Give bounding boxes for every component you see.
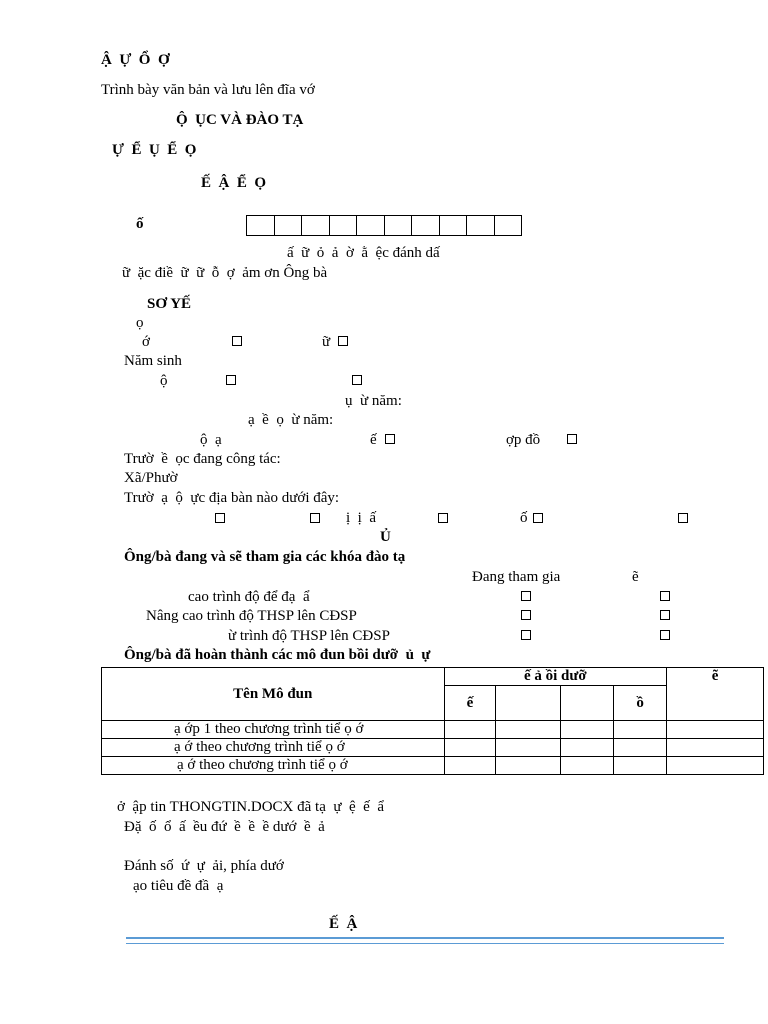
course3-checkbox-dang[interactable]	[521, 630, 531, 640]
step4: ạo tiêu đề đầ ạ	[133, 878, 224, 894]
nam-sinh-label: Năm sinh	[124, 353, 182, 369]
dia-ban-label-3: ị ị ấ	[346, 510, 376, 526]
table-cell[interactable]	[444, 721, 496, 739]
table-cell[interactable]	[496, 739, 561, 757]
instruction-line1: ấ ữ ỏ ả ờ ằ ệc đánh dấ	[287, 245, 440, 261]
question1: Ông/bà đang và sẽ tham gia các khóa đào tạ	[124, 549, 406, 565]
dia-ban-checkbox-2[interactable]	[310, 513, 320, 523]
dia-ban-label-4: ố	[520, 510, 528, 526]
so-phieu-boxes	[247, 215, 522, 235]
table-cell[interactable]	[496, 721, 561, 739]
col-se-header: ẽ	[632, 569, 639, 585]
module-name: ạ ớ theo chương trình tiể ọ ớ	[102, 739, 445, 757]
step1: ở ập tin THONGTIN.DOCX đã tạ ự ệ ế ẩ	[117, 799, 384, 815]
ho-ten-label: ọ	[136, 315, 144, 331]
table-cell[interactable]	[614, 721, 667, 739]
header-group: ế ả ồi dưỡ	[444, 668, 667, 686]
question2: Ông/bà đã hoàn thành các mô đun bồi dưỡ ủ ự	[124, 647, 431, 663]
heading-line2: Ự Ể Ụ Ể Ọ	[112, 142, 197, 158]
course2-checkbox-dang[interactable]	[521, 610, 531, 620]
course1-label: cao trình độ để đạ ẩ	[188, 589, 310, 605]
dia-ban-label: Trườ ạ ộ ực địa bàn nào dưới đây:	[124, 490, 340, 506]
table-row	[102, 721, 764, 739]
digit-box[interactable]	[439, 215, 468, 236]
dia-ban-checkbox-5[interactable]	[678, 513, 688, 523]
table-cell[interactable]	[444, 739, 496, 757]
table-row	[102, 739, 764, 757]
gioi-tinh-label-b: ữ	[322, 334, 331, 350]
table-cell[interactable]	[667, 721, 764, 739]
table-cell[interactable]	[444, 757, 496, 775]
digit-box[interactable]	[274, 215, 303, 236]
sub-header-1: ế	[444, 686, 496, 721]
lam-viec-label: ụ ừ năm:	[345, 393, 402, 409]
digit-box[interactable]	[246, 215, 275, 236]
trinh-do-label-a: ộ ạ	[200, 432, 222, 448]
module-name: ạ ớp 1 theo chương trình tiể ọ ớ	[102, 721, 445, 739]
course1-checkbox-dang[interactable]	[521, 591, 531, 601]
table-cell[interactable]	[667, 739, 764, 757]
table-cell[interactable]	[561, 757, 614, 775]
digit-box[interactable]	[384, 215, 413, 236]
digit-box[interactable]	[301, 215, 330, 236]
table-cell[interactable]	[561, 739, 614, 757]
gioi-tinh-checkbox-b[interactable]	[338, 336, 348, 346]
trinh-do-checkbox-a[interactable]	[385, 434, 395, 444]
instruction-line2: ữ ặc điề ữ ữ ỗ ợ ảm ơn Ông bà	[122, 265, 328, 281]
course3-checkbox-se[interactable]	[660, 630, 670, 640]
sub-header-4: ồ	[614, 686, 667, 721]
so-phieu-label: ố	[136, 216, 144, 232]
course2-label: Nâng cao trình độ THSP lên CĐSP	[146, 608, 357, 624]
heading-top: Ậ Ự Ổ Ợ	[101, 52, 170, 68]
digit-box[interactable]	[329, 215, 358, 236]
table-cell[interactable]	[667, 757, 764, 775]
digit-box[interactable]	[411, 215, 440, 236]
module-table	[101, 667, 764, 775]
dan-toc-checkbox-a[interactable]	[226, 375, 236, 385]
module-name: ạ ớ theo chương trình tiể ọ ớ	[102, 757, 445, 775]
col-dang-header: Đang tham gia	[472, 569, 561, 585]
step3: Đánh số ứ ự ải, phía dướ	[124, 858, 284, 874]
dia-ban-checkbox-1[interactable]	[215, 513, 225, 523]
gioi-tinh-checkbox-a[interactable]	[232, 336, 242, 346]
table-cell[interactable]	[496, 757, 561, 775]
trinh-do-label-b: ế	[370, 432, 377, 448]
dia-ban-checkbox-4[interactable]	[533, 513, 543, 523]
trinh-do-checkbox-b[interactable]	[567, 434, 577, 444]
table-row	[102, 757, 764, 775]
trinh-do-label-c: ợp đồ	[506, 432, 541, 448]
form-title: Ế Ậ Ể Ọ	[201, 175, 267, 191]
truong-label: Trườ ề ọc đang công tác:	[124, 451, 281, 467]
section2-title: Ủ	[380, 529, 391, 545]
header-last: ẽ	[667, 668, 764, 721]
giang-day-label: ạ ề ọ ừ năm:	[248, 412, 334, 428]
sub-header-2	[496, 686, 561, 721]
table-cell[interactable]	[561, 721, 614, 739]
xa-phuong-label: Xã/Phườ	[124, 470, 178, 486]
course3-label: ừ trình độ THSP lên CĐSP	[228, 628, 390, 644]
ministry-title: Ộ ỤC VÀ ĐÀO TẠ	[176, 112, 304, 128]
digit-box[interactable]	[494, 215, 523, 236]
section1-title: SƠ YẾ	[147, 296, 192, 312]
course1-checkbox-se[interactable]	[660, 591, 670, 601]
sub-header-3	[561, 686, 614, 721]
table-cell[interactable]	[614, 739, 667, 757]
header-module: Tên Mô đun	[102, 668, 445, 721]
dan-toc-checkbox-b[interactable]	[352, 375, 362, 385]
dia-ban-checkbox-3[interactable]	[438, 513, 448, 523]
step2: Đặ ố ổ ấ ều đứ ề ề ề dướ ề ả	[124, 819, 325, 835]
digit-box[interactable]	[356, 215, 385, 236]
dan-toc-label: ộ	[160, 373, 168, 389]
table-cell[interactable]	[614, 757, 667, 775]
intro-text: Trình bày văn bản và lưu lên đĩa vớ	[101, 82, 315, 98]
course2-checkbox-se[interactable]	[660, 610, 670, 620]
gioi-tinh-label-a: ớ	[142, 334, 150, 350]
footer-text: Ế Ậ	[329, 916, 358, 932]
digit-box[interactable]	[466, 215, 495, 236]
footer-divider	[126, 937, 724, 944]
